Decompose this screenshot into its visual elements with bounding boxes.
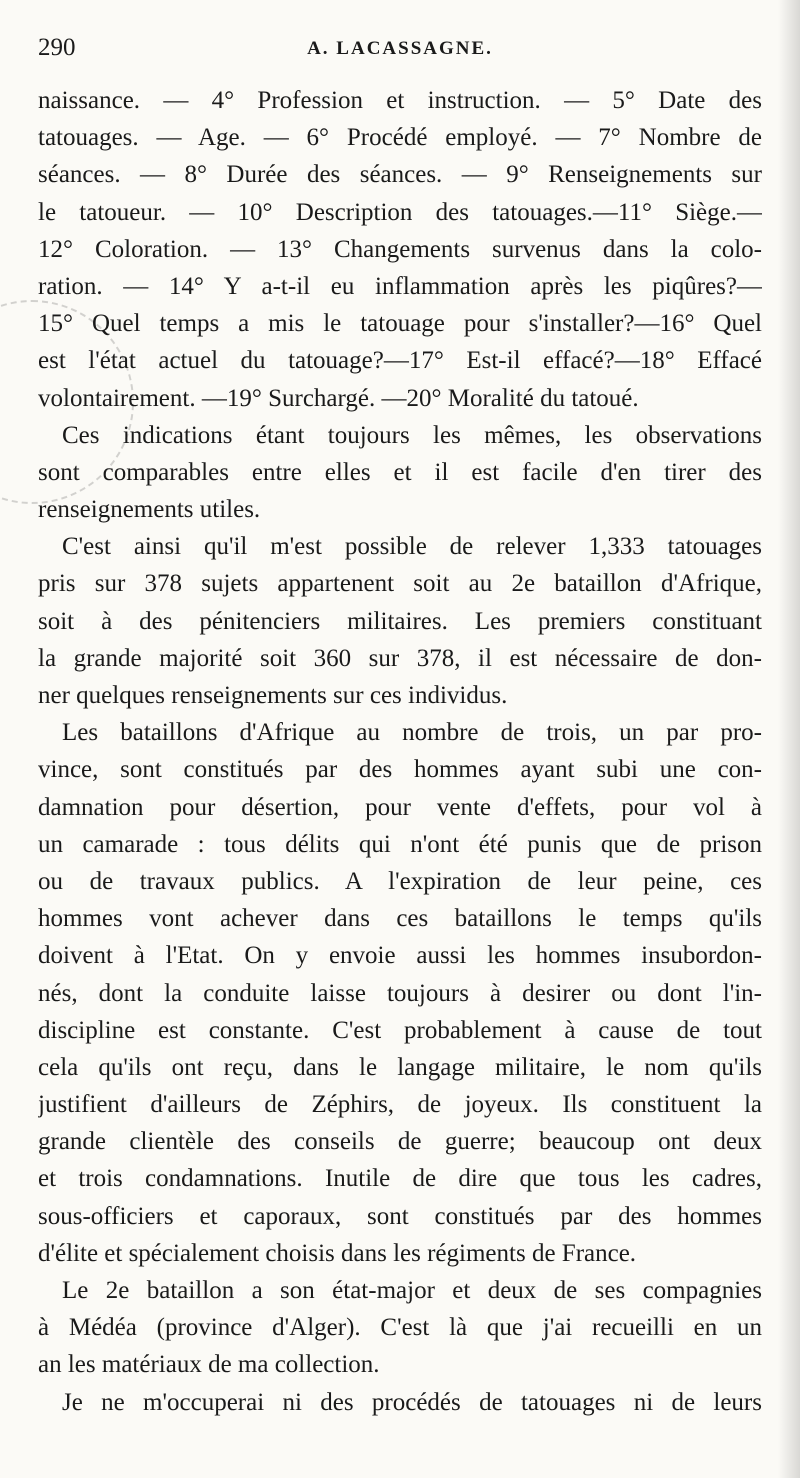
text-line: 15° Quel temps a mis le tatouage pour s'installer?—16° Quel xyxy=(38,310,762,338)
text-line: C'est ainsi qu'il m'est possible de relever 1,333 tatouages xyxy=(62,533,762,561)
text-line: Ces indications étant toujours les mêmes, les observations xyxy=(62,421,762,449)
text-line: ou de travaux publics. A l'expiration de leur peine, ces xyxy=(38,867,762,895)
running-head: A. LACASSAGNE. xyxy=(307,38,493,59)
text-line: hommes vont achever dans ces bataillons le temps qu'ils xyxy=(38,905,762,933)
page-body-text xyxy=(38,82,762,1421)
text-line: Les bataillons d'Afrique au nombre de trois, un par pro- xyxy=(62,719,762,747)
text-line: sous-officiers et caporaux, sont constitués par des hommes xyxy=(38,1202,762,1230)
page-number: 290 xyxy=(38,34,76,61)
text-line: volontairement. —19° Surchargé. —20° Moralité du tatoué. xyxy=(38,384,639,412)
text-line: an les matériaux de ma collection. xyxy=(38,1351,380,1379)
text-line: est l'état actuel du tatouage?—17° Est-il effacé?—18° Effacé xyxy=(38,347,762,375)
text-line: sont comparables entre elles et il est facile d'en tirer des xyxy=(38,458,762,486)
text-line: renseignements utiles. xyxy=(38,496,261,524)
text-line: à Médéa (province d'Alger). C'est là que j'ai recueilli en un xyxy=(38,1314,762,1342)
page-edge-shadow xyxy=(778,0,800,1478)
text-line: le tatoueur. — 10° Description des tatouages.—11° Siège.— xyxy=(38,198,762,226)
text-line: ration. — 14° Y a-t-il eu inflammation après les piqûres?— xyxy=(38,272,762,300)
text-line: tatouages. — Age. — 6° Procédé employé. — 7° Nombre de xyxy=(38,124,762,152)
text-line: et trois condamnations. Inutile de dire que tous les cadres, xyxy=(38,1165,762,1193)
text-line: damnation pour désertion, pour vente d'effets, pour vol à xyxy=(38,793,762,821)
page-header xyxy=(38,34,762,70)
text-line: doivent à l'Etat. On y envoie aussi les hommes insubordon- xyxy=(38,942,762,970)
text-line: cela qu'ils ont reçu, dans le langage militaire, le nom qu'ils xyxy=(38,1053,762,1081)
text-line: séances. — 8° Durée des séances. — 9° Renseignements sur xyxy=(38,161,762,189)
text-line: discipline est constante. C'est probablement à cause de tout xyxy=(38,1016,762,1044)
text-line: ner quelques renseignements sur ces individus. xyxy=(38,682,508,709)
text-line: justifient d'ailleurs de Zéphirs, de joyeux. Ils constituent la xyxy=(38,1091,762,1119)
text-line: soit à des pénitenciers militaires. Les premiers constituant xyxy=(38,607,762,635)
text-line: nés, dont la conduite laisse toujours à desirer ou dont l'in- xyxy=(38,979,762,1007)
text-line: Le 2e bataillon a son état-major et deux de ses compagnies xyxy=(62,1277,762,1304)
text-line: pris sur 378 sujets appartenent soit au 2e bataillon d'Afrique, xyxy=(38,570,762,598)
text-line: d'élite et spécialement choisis dans les régiments de France. xyxy=(38,1239,637,1267)
text-line: naissance. — 4° Profession et instruction. — 5° Date des xyxy=(38,87,762,114)
text-line: la grande majorité soit 360 sur 378, il est nécessaire de don- xyxy=(38,644,762,672)
text-line: Je ne m'occuperai ni des procédés de tatouages ni de leurs xyxy=(62,1388,762,1416)
text-line: 12° Coloration. — 13° Changements survenus dans la colo- xyxy=(38,235,762,263)
text-line: un camarade : tous délits qui n'ont été punis que de prison xyxy=(38,830,762,858)
text-line: vince, sont constitués par des hommes ayant subi une con- xyxy=(38,756,762,784)
text-line: grande clientèle des conseils de guerre; beaucoup ont deux xyxy=(38,1128,762,1156)
